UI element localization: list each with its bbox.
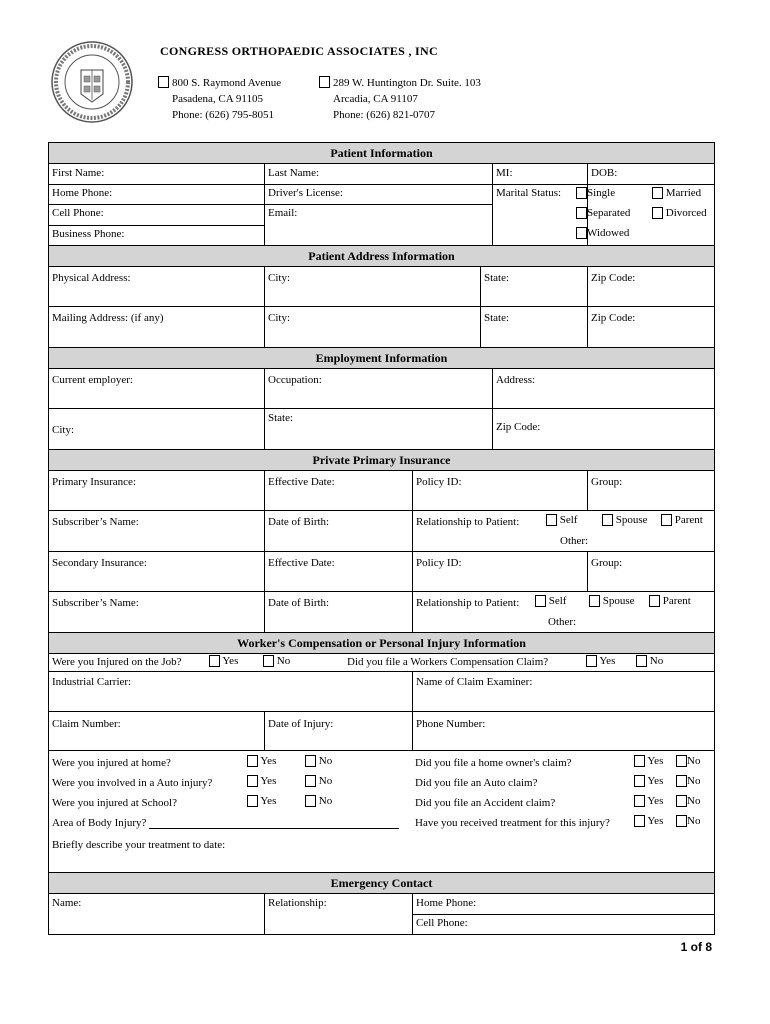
primary-effective-date-field[interactable]: Effective Date: [268,476,335,488]
dob-field[interactable]: DOB: [591,167,618,179]
q-auto-label: Were you involved in a Auto injury? [52,777,213,789]
q-accident-claim-yes[interactable] [634,795,663,807]
q-home-no-label: No [318,755,333,767]
secondary-parent-checkbox[interactable] [649,595,660,607]
secondary-other-field[interactable]: Other: [548,616,577,628]
job-yes-option[interactable] [209,655,238,667]
secondary-spouse-option[interactable] [589,595,635,607]
primary-self-option[interactable] [546,514,577,526]
single-checkbox[interactable] [576,187,587,199]
secondary-group-field[interactable]: Group: [591,557,623,569]
secondary-spouse-checkbox[interactable] [589,595,600,607]
job-no-label: No [276,655,291,667]
marital-married-option[interactable] [652,187,701,199]
home-phone-field[interactable]: Home Phone: [52,187,113,199]
office-arcadia-phone: Phone: (626) 821-0707 [333,109,436,121]
q-accident-claim-no[interactable] [676,795,700,807]
q-auto-no-checkbox[interactable] [305,775,316,787]
employer-city-field[interactable]: City: [52,424,75,436]
last-name-field[interactable]: Last Name: [268,167,320,179]
q-auto-claim-no[interactable] [676,775,700,787]
q-home-claim-yes[interactable] [634,755,663,767]
single-label: Single [587,187,616,199]
q-school-yes-checkbox[interactable] [247,795,258,807]
q-treatment-yes-checkbox[interactable] [634,815,645,827]
q-auto-claim-yes[interactable] [634,775,663,787]
claim-phone-field[interactable]: Phone Number: [416,718,486,730]
claim-examiner-field[interactable]: Name of Claim Examiner: [416,676,533,688]
office-pasadena-street: 800 S. Raymond Avenue [172,77,282,89]
q-school-no-label: No [318,795,333,807]
q-school-yes-label: Yes [260,795,277,807]
primary-self-label: Self [559,514,578,526]
q-accident-claim-label: Did you file an Accident claim? [415,797,556,809]
q-treatment-yes-label: Yes [647,815,664,827]
section-patient-address: Patient Address Information [49,246,714,267]
q-home-claim-yes-checkbox[interactable] [634,755,645,767]
marital-separated-option[interactable] [576,207,630,219]
employer-zip-field[interactable]: Zip Code: [496,421,541,433]
office-arcadia [333,75,481,123]
primary-policy-id-field[interactable]: Policy ID: [416,476,462,488]
secondary-parent-option[interactable] [649,595,691,607]
section-workers-comp: Worker's Compensation or Personal Injury Information [49,633,714,654]
primary-group-field[interactable]: Group: [591,476,623,488]
primary-parent-label: Parent [674,514,703,526]
primary-insurance-field[interactable]: Primary Insurance: [52,476,136,488]
office-arcadia-street: 289 W. Huntington Dr. Suite. 103 [333,77,481,89]
area-of-body-field[interactable] [52,817,399,829]
office-pasadena-phone: Phone: (626) 795-8051 [172,109,275,121]
company-name: CONGRESS ORTHOPAEDIC ASSOCIATES , INC [160,44,438,58]
primary-self-checkbox[interactable] [546,514,557,526]
mailing-state-field[interactable]: State: [484,312,510,324]
wc-no-label: No [649,655,664,667]
employer-address-field[interactable]: Address: [496,374,536,386]
marital-status-label: Marital Status: [496,187,562,199]
primary-insurance-row [49,471,714,511]
secondary-subscriber-dob-field[interactable]: Date of Birth: [268,597,330,609]
q-auto-no[interactable] [305,775,332,787]
q-auto-claim-yes-checkbox[interactable] [634,775,645,787]
primary-parent-option[interactable] [661,514,703,526]
first-name-field[interactable]: First Name: [52,167,105,179]
widowed-label: Widowed [587,227,630,239]
area-of-body-label: Area of Body Injury? [52,817,147,829]
q-auto-no-label: No [318,775,333,787]
q-treatment-no[interactable] [676,815,700,827]
secondary-insurance-row [49,552,714,592]
primary-relationship-label: Relationship to Patient: [416,516,520,528]
secondary-spouse-label: Spouse [602,595,635,607]
injured-on-job-row [49,654,714,672]
secondary-insurance-field[interactable]: Secondary Insurance: [52,557,147,569]
secondary-subscriber-row [49,592,714,633]
q-auto-yes[interactable] [247,775,276,787]
q-accident-claim-no-checkbox[interactable] [676,795,687,807]
q-auto-claim-yes-label: Yes [647,775,664,787]
q-home-claim-yes-label: Yes [647,755,664,767]
q-auto-claim-no-checkbox[interactable] [676,775,687,787]
office-pasadena-city: Pasadena, CA 91105 [172,93,263,105]
physical-city-field[interactable]: City: [268,272,291,284]
job-yes-checkbox[interactable] [209,655,220,667]
describe-treatment-field[interactable]: Briefly describe your treatment to date: [52,839,226,851]
section-patient-information: Patient Information [49,143,714,164]
physical-address-field[interactable]: Physical Address: [52,272,131,284]
primary-parent-checkbox[interactable] [661,514,672,526]
emergency-cell-phone-field[interactable]: Cell Phone: [416,917,468,929]
office-pasadena-checkbox[interactable] [158,76,169,88]
secondary-parent-label: Parent [662,595,691,607]
employer-field[interactable]: Current employer: [52,374,133,386]
physical-address-row [49,267,714,307]
job-yes-label: Yes [222,655,239,667]
claim-row [49,712,714,751]
claim-number-field[interactable]: Claim Number: [52,718,121,730]
page-number: 1 of 8 [680,940,712,954]
secondary-relationship-label: Relationship to Patient: [416,597,520,609]
section-emergency-contact: Emergency Contact [49,873,714,894]
file-wc-label: Did you file a Workers Compensation Claim? [347,656,549,668]
q-auto-yes-label: Yes [260,775,277,787]
employer-state-field[interactable]: State: [268,412,294,424]
widowed-checkbox[interactable] [576,227,587,239]
patient-info-block [49,164,714,246]
q-school-yes[interactable] [247,795,276,807]
occupation-field[interactable]: Occupation: [268,374,322,386]
q-treatment-label: Have you received treatment for this injury? [415,817,610,829]
wc-yes-checkbox[interactable] [586,655,597,667]
q-treatment-no-label: No [687,815,701,827]
section-employment: Employment Information [49,348,714,369]
q-school-label: Were you injured at School? [52,797,177,809]
patient-col-3 [492,164,587,245]
injured-on-job-label: Were you Injured on the Job? [52,656,182,668]
employment-row-1 [49,369,714,409]
q-home-claim-no-checkbox[interactable] [676,755,687,767]
email-field[interactable]: Email: [268,207,298,219]
employment-row-2 [49,409,714,450]
injury-questions-block [49,751,714,873]
divorced-label: Divorced [665,207,707,219]
emergency-relationship-field[interactable]: Relationship: [268,897,327,909]
q-home-claim-label: Did you file a home owner's claim? [415,757,572,769]
mailing-zip-field[interactable]: Zip Code: [591,312,636,324]
marital-divorced-option[interactable] [652,207,707,219]
industrial-carrier-field[interactable]: Industrial Carrier: [52,676,132,688]
job-no-option[interactable] [263,655,290,667]
primary-other-field[interactable]: Other: [560,535,589,547]
q-home-no[interactable] [305,755,332,767]
q-auto-claim-no-label: No [687,775,701,787]
wc-no-option[interactable] [636,655,663,667]
primary-spouse-checkbox[interactable] [602,514,613,526]
emergency-home-phone-field[interactable]: Home Phone: [416,897,477,909]
secondary-policy-id-field[interactable]: Policy ID: [416,557,462,569]
marital-widowed-option[interactable] [576,227,629,239]
area-of-body-line[interactable] [149,828,399,829]
office-pasadena [172,75,281,123]
married-checkbox[interactable] [652,187,663,199]
q-school-no-checkbox[interactable] [305,795,316,807]
office-arcadia-checkbox[interactable] [319,76,330,88]
secondary-self-checkbox[interactable] [535,595,546,607]
primary-subscriber-dob-field[interactable]: Date of Birth: [268,516,330,528]
separated-checkbox[interactable] [576,207,587,219]
q-school-no[interactable] [305,795,332,807]
mailing-city-field[interactable]: City: [268,312,291,324]
company-seal-logo [50,40,134,124]
q-home-yes[interactable] [247,755,276,767]
q-auto-yes-checkbox[interactable] [247,775,258,787]
cell-phone-field[interactable]: Cell Phone: [52,207,104,219]
business-phone-field[interactable]: Business Phone: [52,228,125,240]
patient-col-4 [587,164,714,245]
q-home-yes-label: Yes [260,755,277,767]
carrier-row [49,672,714,712]
q-treatment-yes[interactable] [634,815,663,827]
primary-spouse-option[interactable] [602,514,648,526]
date-of-injury-field[interactable]: Date of Injury: [268,718,334,730]
registration-form [48,142,715,935]
q-home-no-checkbox[interactable] [305,755,316,767]
q-accident-claim-no-label: No [687,795,701,807]
section-insurance: Private Primary Insurance [49,450,714,471]
wc-yes-label: Yes [599,655,616,667]
mailing-address-field[interactable]: Mailing Address: (if any) [52,312,164,324]
mi-field[interactable]: MI: [496,167,513,179]
q-accident-claim-yes-checkbox[interactable] [634,795,645,807]
q-home-label: Were you injured at home? [52,757,171,769]
secondary-effective-date-field[interactable]: Effective Date: [268,557,335,569]
q-accident-claim-yes-label: Yes [647,795,664,807]
married-label: Married [665,187,702,199]
q-auto-claim-label: Did you file an Auto claim? [415,777,538,789]
primary-subscriber-name-field[interactable]: Subscriber’s Name: [52,516,139,528]
secondary-self-option[interactable] [535,595,566,607]
q-home-claim-no[interactable] [676,755,700,767]
wc-yes-option[interactable] [586,655,615,667]
q-home-yes-checkbox[interactable] [247,755,258,767]
emergency-row [49,894,714,934]
drivers-license-field[interactable]: Driver's License: [268,187,343,199]
separated-label: Separated [587,207,631,219]
q-treatment-no-checkbox[interactable] [676,815,687,827]
mailing-address-row [49,307,714,348]
secondary-subscriber-name-field[interactable]: Subscriber’s Name: [52,597,139,609]
divorced-checkbox[interactable] [652,207,663,219]
secondary-self-label: Self [548,595,567,607]
primary-spouse-label: Spouse [615,514,648,526]
office-arcadia-city: Arcadia, CA 91107 [333,93,418,105]
physical-state-field[interactable]: State: [484,272,510,284]
job-no-checkbox[interactable] [263,655,274,667]
marital-single-option[interactable] [576,187,615,199]
emergency-name-field[interactable]: Name: [52,897,82,909]
physical-zip-field[interactable]: Zip Code: [591,272,636,284]
primary-subscriber-row [49,511,714,552]
q-home-claim-no-label: No [687,755,701,767]
wc-no-checkbox[interactable] [636,655,647,667]
